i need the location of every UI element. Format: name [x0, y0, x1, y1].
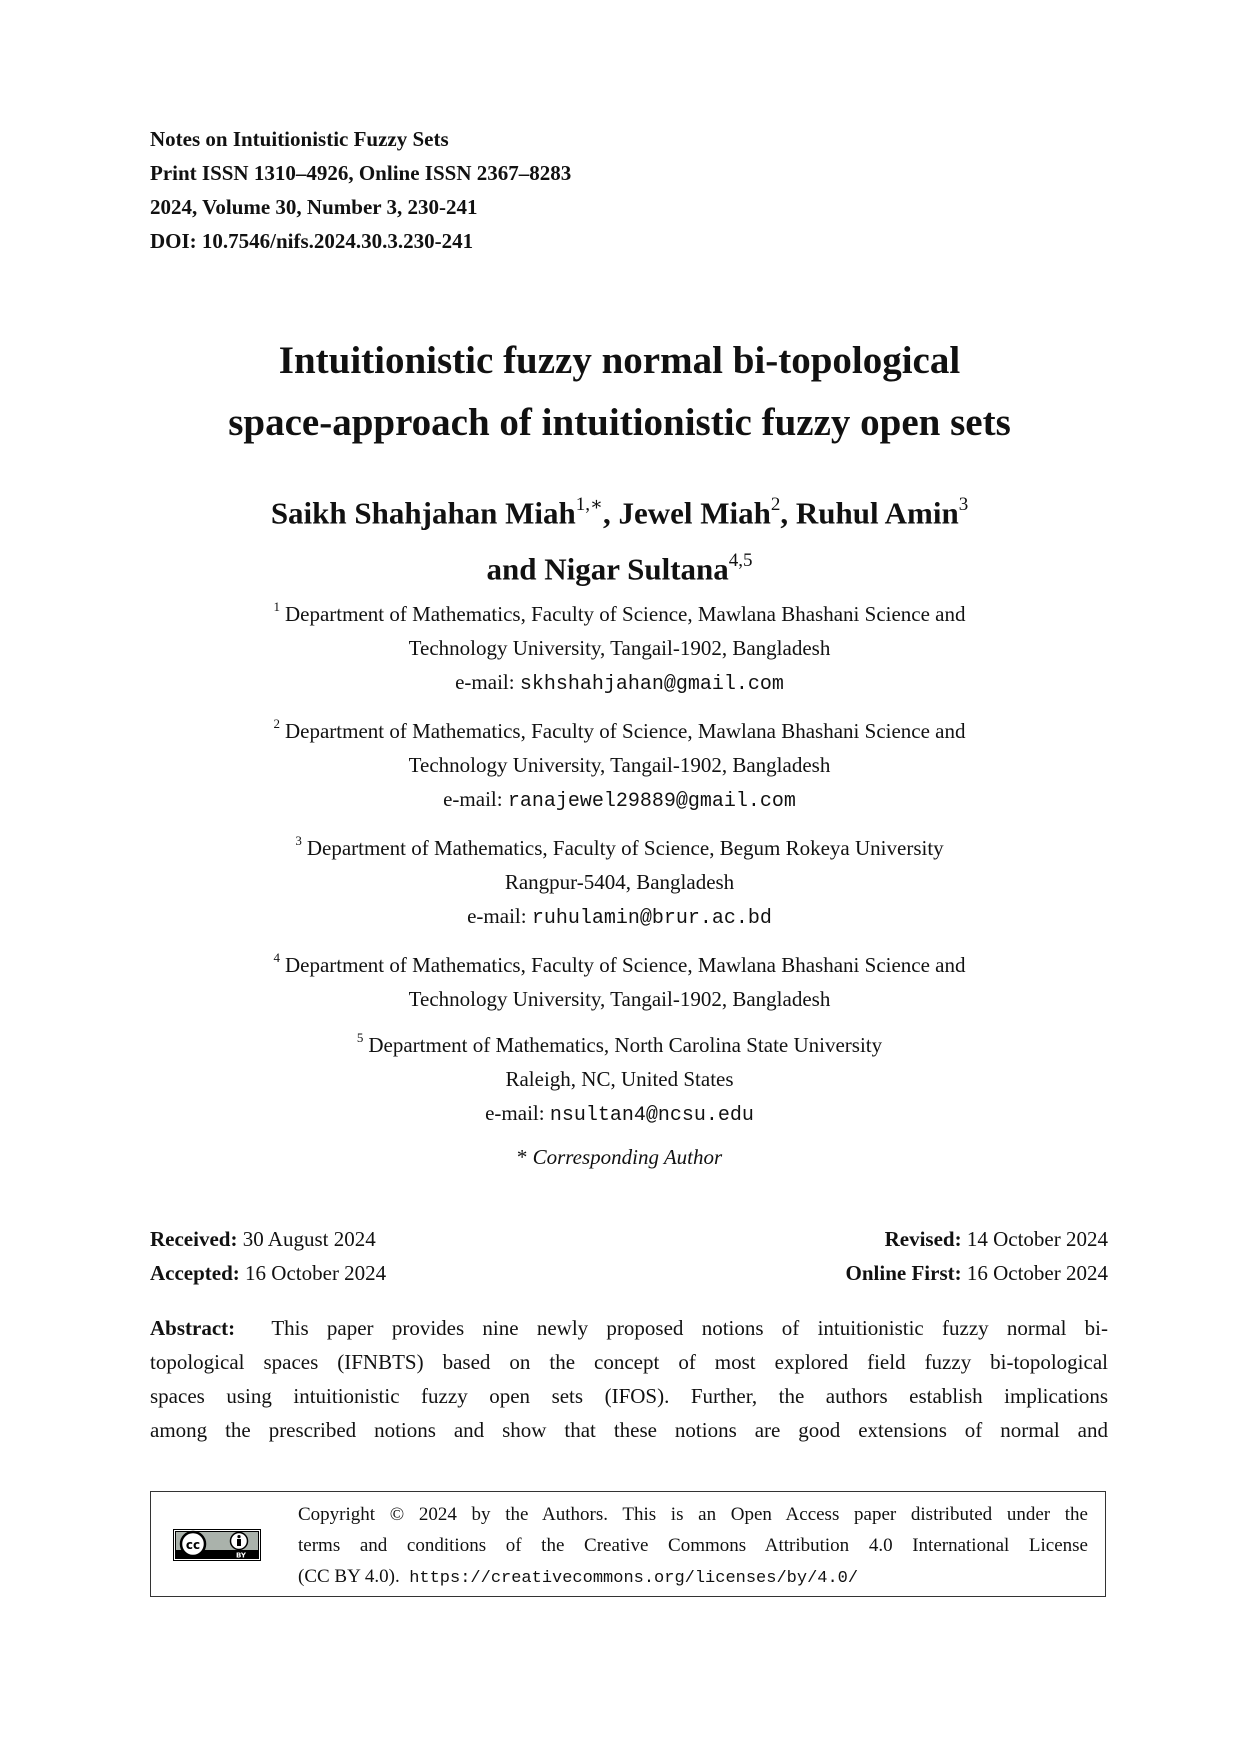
affiliation [0, 709, 1239, 819]
journal-issn: Print ISSN 1310–4926, Online ISSN 2367–8283 [150, 161, 572, 185]
license-line: terms and conditions of the Creative Commons Attribution 4.0 International License [298, 1535, 1088, 1556]
email-link[interactable]: ranajewel29889@gmail.com [507, 790, 796, 813]
online-first-date: 16 October 2024 [966, 1261, 1108, 1285]
affiliation-number: 4 [273, 950, 280, 965]
affiliation-line: Technology University, Tangail-1902, Bangladesh [408, 987, 831, 1011]
revised-date: 14 October 2024 [966, 1227, 1108, 1251]
email-link[interactable]: skhshahjahan@gmail.com [519, 673, 784, 696]
author-conjunction: and [486, 551, 545, 587]
accepted-date: 16 October 2024 [245, 1261, 387, 1285]
author-affil-mark: 3 [958, 494, 969, 515]
license-text [298, 1499, 1088, 1592]
affiliations [0, 592, 1239, 1174]
license-box [150, 1491, 1106, 1597]
affiliation [0, 943, 1239, 1016]
title-line-1: Intuitionistic fuzzy normal bi-topological [278, 339, 961, 382]
journal-doi[interactable]: DOI: 10.7546/nifs.2024.30.3.230-241 [150, 229, 474, 253]
license-line-text: (CC BY 4.0). [298, 1566, 400, 1587]
license-url-link[interactable]: https://creativecommons.org/licenses/by/4.0/ [409, 1569, 859, 1588]
author-separator: , [780, 495, 796, 531]
journal-name: Notes on Intuitionistic Fuzzy Sets [150, 127, 449, 151]
abstract-line: spaces using intuitionistic fuzzy open sets (IFOS). Further, the authors establish implications [150, 1384, 1108, 1408]
cc-by-label: BY [235, 1551, 247, 1560]
email-link[interactable]: ruhulamin@brur.ac.bd [531, 907, 772, 930]
paper-title [0, 330, 1239, 454]
svg-text:cc: cc [185, 1538, 201, 1552]
abstract-line: topological spaces (IFNBTS) based on the concept of most explored field fuzzy bi-topological [150, 1350, 1108, 1374]
abstract-label: Abstract: [150, 1316, 236, 1340]
affiliation [0, 1023, 1239, 1133]
license-line [298, 1561, 1088, 1592]
email-label: e-mail: [485, 1101, 550, 1125]
abstract [150, 1311, 1108, 1447]
article-dates [150, 1222, 1108, 1290]
affiliation-number: 1 [273, 599, 280, 614]
affiliation [0, 826, 1239, 936]
affiliation-line: Technology University, Tangail-1902, Bangladesh [408, 753, 831, 777]
email-label: e-mail: [467, 904, 532, 928]
affiliation-number: 3 [295, 833, 302, 848]
affiliation-line: Rangpur-5404, Bangladesh [504, 870, 735, 894]
corresponding-author-note [0, 1140, 1239, 1174]
affiliation-line: Department of Mathematics, Faculty of Science, Begum Rokeya University [306, 836, 944, 860]
affiliation-line: Raleigh, NC, United States [505, 1067, 734, 1091]
author-separator: , [602, 495, 619, 531]
author-name: Jewel Miah [618, 495, 771, 531]
affiliation-line: Department of Mathematics, Faculty of Science, Mawlana Bhashani Science and [284, 719, 966, 743]
cc-by-license-icon[interactable] [173, 1529, 261, 1561]
email-link[interactable]: nsultan4@ncsu.edu [549, 1104, 754, 1127]
author-affil-mark: 1,∗ [575, 494, 603, 515]
license-line: Copyright © 2024 by the Authors. This is an Open Access paper distributed under the [298, 1504, 1088, 1525]
affiliation-number: 5 [356, 1030, 364, 1045]
revised-label: Revised: [884, 1227, 962, 1251]
author-affil-mark: 2 [770, 494, 781, 515]
received-label: Received: [150, 1227, 238, 1251]
accepted-label: Accepted: [150, 1261, 240, 1285]
online-first-label: Online First: [845, 1261, 962, 1285]
author-name: Saikh Shahjahan Miah [270, 495, 576, 531]
affiliation-line: Technology University, Tangail-1902, Bangladesh [408, 636, 831, 660]
affiliation-number: 2 [273, 716, 280, 731]
abstract-line: among the prescribed notions and show that these notions are good extensions of normal and [150, 1418, 1108, 1442]
affiliation [0, 592, 1239, 702]
author-list [0, 482, 1239, 595]
abstract-text: This paper provides nine newly proposed notions of intuitionistic fuzzy normal bi- [271, 1316, 1108, 1340]
title-line-2: space-approach of intuitionistic fuzzy open sets [228, 401, 1011, 444]
affiliation-line: Department of Mathematics, Faculty of Science, Mawlana Bhashani Science and [284, 953, 966, 977]
journal-volume: 2024, Volume 30, Number 3, 230-241 [150, 195, 478, 219]
corresponding-mark: * [516, 1145, 528, 1169]
journal-header [150, 122, 571, 258]
received-date: 30 August 2024 [242, 1227, 376, 1251]
abstract-line [150, 1311, 1108, 1345]
affiliation-line: Department of Mathematics, Faculty of Science, Mawlana Bhashani Science and [284, 602, 966, 626]
email-label: e-mail: [443, 787, 508, 811]
email-label: e-mail: [455, 670, 520, 694]
author-name: Nigar Sultana [544, 551, 729, 587]
corresponding-text: Corresponding Author [532, 1145, 723, 1169]
affiliation-line: Department of Mathematics, North Carolina State University [368, 1033, 883, 1057]
author-name: Ruhul Amin [795, 495, 959, 531]
author-affil-mark: 4,5 [728, 550, 753, 572]
